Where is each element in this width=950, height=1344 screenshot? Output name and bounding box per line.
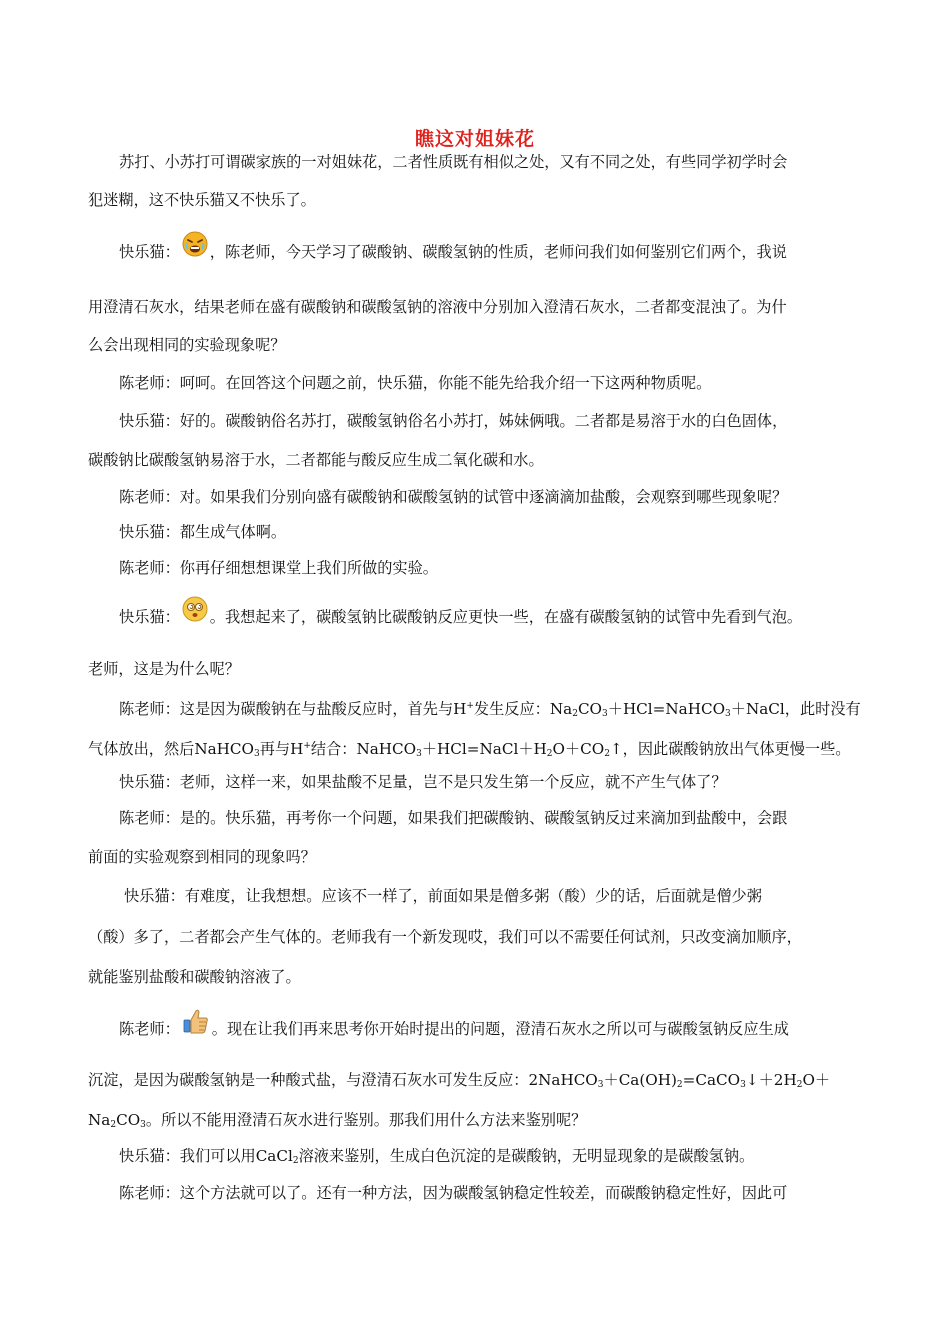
text-run: Na bbox=[88, 1111, 111, 1129]
thumbs-up-icon bbox=[182, 1007, 210, 1041]
text-run: 快乐猫：我们可以用CaCl bbox=[119, 1147, 293, 1165]
text-run: CO bbox=[116, 1111, 141, 1129]
dialogue-line: 陈老师：这个方法就可以了。还有一种方法，因为碳酸氢钠稳定性较差，而碳酸钠稳定性好，因此可 bbox=[119, 1184, 788, 1202]
dialogue-text: 。现在让我们再来思考你开始时提出的问题，澄清石灰水之所以可与碳酸氢钠反应生成 bbox=[211, 1020, 789, 1038]
dialogue-line: 快乐猫：有难度，让我想想。应该不一样了，前面如果是僧多粥（酸）少的话，后面就是僧少粥 bbox=[124, 887, 762, 905]
dialogue-line bbox=[119, 602, 802, 634]
superscript: + bbox=[303, 741, 311, 751]
paragraph-line: 老师，这是为什么呢？ bbox=[88, 660, 240, 678]
subscript: 3 bbox=[725, 709, 731, 719]
dizzy-face-icon bbox=[182, 596, 208, 628]
subscript: 3 bbox=[416, 749, 422, 759]
subscript: 2 bbox=[292, 1156, 299, 1166]
text-run: 溶液来鉴别，生成白色沉淀的是碳酸钠，无明显现象的是碳酸氢钠。 bbox=[298, 1147, 755, 1165]
text-run: ＋Ca(OH) bbox=[603, 1071, 677, 1089]
dialogue-line bbox=[119, 1013, 789, 1047]
dialogue-text: ，陈老师，今天学习了碳酸钠、碳酸氢钠的性质，老师问我们如何鉴别它们两个，我说 bbox=[209, 243, 787, 261]
dialogue-text: 。我想起来了，碳酸氢钠比碳酸钠反应更快一些，在盛有碳酸氢钠的试管中先看到气泡。 bbox=[209, 608, 803, 626]
subscript: 2 bbox=[546, 749, 553, 759]
dialogue-line bbox=[119, 695, 861, 725]
subscript: 2 bbox=[676, 1080, 683, 1090]
document-title: 瞧这对姐妹花 bbox=[414, 128, 535, 150]
subscript: 2 bbox=[796, 1080, 803, 1090]
subscript: 3 bbox=[253, 749, 260, 759]
dialogue-line bbox=[119, 1145, 754, 1172]
subscript: 2 bbox=[572, 709, 578, 719]
subscript: 3 bbox=[140, 1120, 146, 1130]
speaker-text: 陈老师： bbox=[119, 1020, 180, 1038]
text-run: ↓＋2H bbox=[745, 1071, 797, 1089]
speaker-text: 快乐猫： bbox=[119, 243, 180, 261]
dialogue-line: 快乐猫：好的。碳酸钠俗名苏打，碳酸氢钠俗名小苏打，姊妹俩哦。二者都是易溶于水的白色固体， bbox=[119, 412, 788, 430]
text-run: 沉淀，是因为碳酸氢钠是一种酸式盐，与澄清石灰水可发生反应：2NaHCO bbox=[88, 1071, 598, 1089]
paragraph-line: （酸）多了，二者都会产生气体的。老师我有一个新发现哎，我们可以不需要任何试剂，只改变滴加顺序， bbox=[88, 928, 802, 946]
text-run: ↑，因此碳酸钠放出气体更慢一些。 bbox=[609, 740, 851, 758]
crying-face-icon bbox=[182, 231, 208, 263]
text-run: 再与H bbox=[259, 740, 304, 758]
dialogue-line: 陈老师：对。如果我们分别向盛有碳酸钠和碳酸氢钠的试管中逐滴滴加盐酸，会观察到哪些现象呢？ bbox=[119, 488, 788, 506]
dialogue-line: 快乐猫：老师，这样一来，如果盐酸不足量，岂不是只发生第一个反应，就不产生气体了？ bbox=[119, 773, 727, 791]
paragraph-line: 犯迷糊，这不快乐猫又不快乐了。 bbox=[88, 191, 316, 209]
paragraph-line: 前面的实验观察到相同的现象吗？ bbox=[88, 848, 316, 866]
subscript: 3 bbox=[740, 1080, 746, 1090]
subscript: 3 bbox=[597, 1080, 604, 1090]
paragraph-line bbox=[88, 1069, 830, 1096]
text-run: ＋NaCl，此时没有 bbox=[730, 700, 861, 718]
paragraph-line bbox=[88, 735, 850, 765]
text-run: ＋HCl=NaHCO bbox=[607, 700, 726, 718]
text-run: CO bbox=[577, 700, 603, 718]
superscript: + bbox=[466, 701, 474, 711]
dialogue-line: 陈老师：呵呵。在回答这个问题之前，快乐猫，你能不能先给我介绍一下这两种物质呢。 bbox=[119, 374, 712, 392]
text-run: 结合：NaHCO bbox=[310, 740, 417, 758]
paragraph-line: 用澄清石灰水，结果老师在盛有碳酸钠和碳酸氢钠的溶液中分别加入澄清石灰水，二者都变混浊了。为什 bbox=[88, 298, 787, 316]
text-run: 发生反应：Na bbox=[473, 700, 573, 718]
dialogue-line: 陈老师：你再仔细想想课堂上我们所做的实验。 bbox=[119, 559, 438, 577]
text-run: O＋CO bbox=[552, 740, 605, 758]
dialogue-line bbox=[119, 237, 787, 269]
text-run: 陈老师：这是因为碳酸钠在与盐酸反应时，首先与H bbox=[119, 700, 467, 718]
subscript: 2 bbox=[110, 1120, 117, 1130]
text-run: ＋HCl=NaCl＋H bbox=[421, 740, 547, 758]
text-run: O＋ bbox=[802, 1071, 831, 1089]
paragraph-line bbox=[88, 1109, 586, 1136]
text-run: =CaCO bbox=[682, 1071, 741, 1089]
dialogue-line: 快乐猫：都生成气体啊。 bbox=[119, 523, 287, 541]
paragraph-line: 苏打、小苏打可谓碳家族的一对姐妹花，二者性质既有相似之处，又有不同之处，有些同学初学时会 bbox=[119, 153, 788, 171]
text-run: 气体放出，然后NaHCO bbox=[88, 740, 254, 758]
speaker-text: 快乐猫： bbox=[119, 608, 180, 626]
subscript: 2 bbox=[604, 749, 610, 759]
dialogue-line: 陈老师：是的。快乐猫，再考你一个问题，如果我们把碳酸钠、碳酸氢钠反过来滴加到盐酸中，会跟 bbox=[119, 809, 788, 827]
subscript: 3 bbox=[602, 709, 608, 719]
paragraph-line: 就能鉴别盐酸和碳酸钠溶液了。 bbox=[88, 968, 301, 986]
text-run: 。所以不能用澄清石灰水进行鉴别。那我们用什么方法来鉴别呢？ bbox=[145, 1111, 587, 1129]
paragraph-line: 么会出现相同的实验现象呢？ bbox=[88, 336, 286, 354]
paragraph-line: 碳酸钠比碳酸氢钠易溶于水，二者都能与酸反应生成二氧化碳和水。 bbox=[88, 451, 544, 469]
